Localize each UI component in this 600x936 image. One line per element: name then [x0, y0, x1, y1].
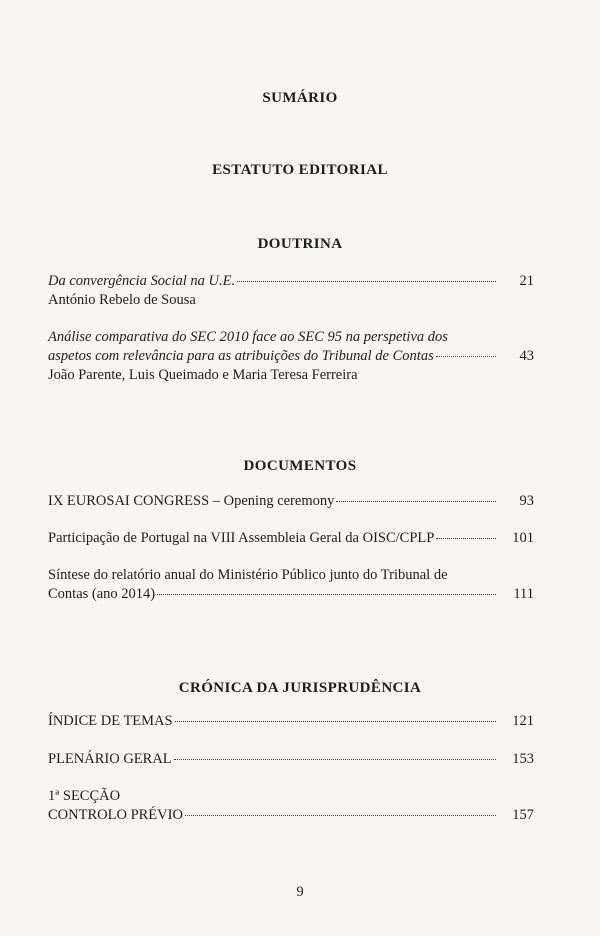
- entry-page: 101: [512, 530, 534, 546]
- section-heading-cronica: CRÓNICA DA JURISPRUDÊNCIA: [178, 680, 422, 696]
- entry-page: 111: [513, 586, 534, 602]
- entry-title: Participação de Portugal na VIII Assembleia Geral da OISC/CPLP: [48, 530, 435, 546]
- entry-title: CONTROLO PRÉVIO: [48, 807, 183, 823]
- dot-leader: [174, 759, 496, 760]
- entry-section-label: 1ª SECÇÃO: [48, 788, 121, 804]
- dot-leader: [157, 594, 496, 595]
- entry-authors: João Parente, Luis Queimado e Maria Teresa Ferreira: [48, 367, 358, 383]
- page-title: SUMÁRIO: [262, 90, 338, 106]
- entry-title: Da convergência Social na U.E.: [48, 273, 236, 289]
- toc-entry[interactable]: [48, 529, 534, 548]
- section-heading-estatuto: ESTATUTO EDITORIAL: [212, 162, 388, 178]
- entry-page: 21: [519, 273, 534, 289]
- entry-title-continued: aspetos com relevância para as atribuições do Tribunal de Contas: [48, 348, 434, 364]
- entry-title: ÍNDICE DE TEMAS: [48, 713, 173, 729]
- dot-leader: [237, 281, 496, 282]
- dot-leader: [436, 538, 496, 539]
- entry-page: 93: [519, 493, 534, 509]
- entry-page: 153: [512, 751, 534, 767]
- dot-leader: [436, 356, 496, 357]
- toc-entry[interactable]: [48, 566, 534, 604]
- dot-leader: [336, 501, 496, 502]
- entry-authors: António Rebelo de Sousa: [48, 292, 196, 308]
- toc-entry[interactable]: [48, 492, 534, 511]
- toc-entry[interactable]: [48, 328, 534, 385]
- toc-entry[interactable]: [48, 787, 534, 825]
- dot-leader: [185, 815, 496, 816]
- page-number: 9: [296, 884, 304, 900]
- entry-title-continued: Contas (ano 2014): [48, 586, 156, 602]
- entry-title: IX EUROSAI CONGRESS – Opening ceremony: [48, 493, 335, 509]
- entry-page: 157: [512, 807, 534, 823]
- entry-title: Análise comparativa do SEC 2010 face ao SEC 95 na perspetiva dos: [48, 329, 448, 345]
- section-heading-documentos: DOCUMENTOS: [243, 458, 357, 474]
- entry-page: 43: [519, 348, 534, 364]
- toc-entry[interactable]: [48, 712, 534, 731]
- entry-page: 121: [512, 713, 534, 729]
- dot-leader: [175, 721, 496, 722]
- entry-title: Síntese do relatório anual do Ministério Público junto do Tribunal de: [48, 567, 448, 583]
- toc-entry[interactable]: [48, 272, 534, 310]
- section-heading-doutrina: DOUTRINA: [257, 236, 343, 252]
- toc-entry[interactable]: [48, 750, 534, 769]
- entry-title: PLENÁRIO GERAL: [48, 751, 172, 767]
